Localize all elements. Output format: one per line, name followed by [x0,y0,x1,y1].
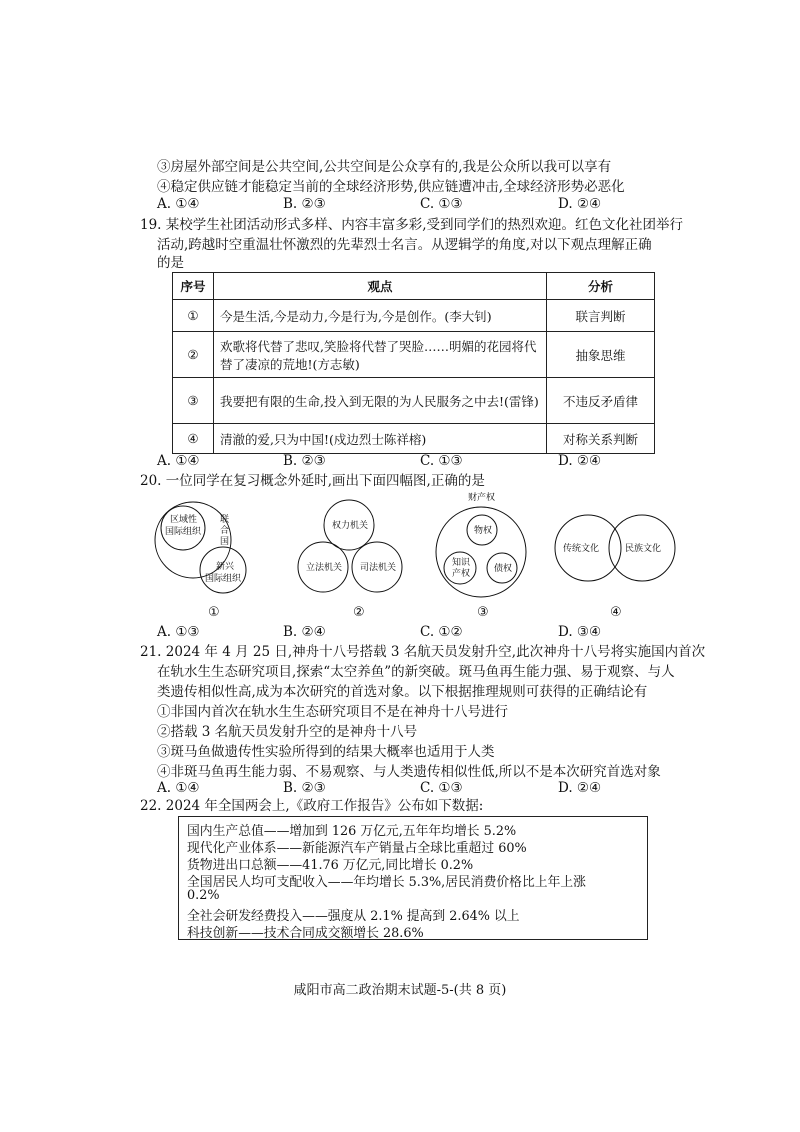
table-row [173,300,655,332]
label-national: 民族文化 [625,544,662,554]
q19-option-b: B. ②③ [283,453,326,469]
q21-stem-line-3: 类遗传相似性高,成为本次研究的首选对象。以下根据推理规则可获得的正确结论有 [157,684,648,700]
q20-diagrams [150,490,710,625]
q20-stem: 20. 一位同学在复习概念外延时,画出下面四幅图,正确的是 [140,473,485,489]
row-view: 欢歌将代替了悲叹,笑脸将代替了哭脸……明媚的花园将代替了凄凉的荒地!(方志敏) [214,332,547,378]
q19-stem-line-3: 的是 [157,255,184,271]
table-row [173,378,655,424]
row-analysis: 抽象思维 [547,332,655,378]
q20-option-c: C. ①② [420,624,463,640]
q20-option-d: D. ③④ [558,624,602,640]
header-num: 序号 [173,273,214,300]
q22-row: 全国居民人均可支配收入——年均增长 5.3%,居民消费价格比上年上涨 [187,875,586,890]
q21-option-d: D. ②④ [558,780,602,796]
label-ip-2: 产权 [452,569,471,579]
q22-row: 0.2% [187,888,220,903]
q21-stem-line-1: 21. 2024 年 4 月 25 日,神舟十八号搭载 3 名航天员发射升空,此次神舟十八号将实施国内首次 [140,644,706,660]
diagram-1-number: ① [208,605,220,620]
q22-data-box [178,816,648,940]
q21-item-1: ①非国内首次在轨水生生态研究项目不是在神舟十八号进行 [157,704,508,720]
q21-option-b: B. ②③ [283,780,326,796]
q22-row: 国内生产总值——增加到 126 万亿元,五年年均增长 5.2% [187,824,517,839]
diagram-4 [555,515,675,620]
header-view: 观点 [214,273,547,300]
q22-row: 货物进出口总额——41.76 万亿元,同比增长 0.2% [187,858,474,873]
q19-option-c: C. ①③ [420,453,463,469]
q22-row: 现代化产业体系——新能源汽车产销量占全球比重超过 60% [187,841,527,856]
diagram-3 [436,491,526,620]
label-emerging-1: 新兴 [216,562,235,572]
q20-option-a: A. ①③ [157,624,200,640]
q19-option-d: D. ②④ [558,453,602,469]
q18-item-4: ④稳定供应链才能稳定当前的全球经济形势,供应链遭冲击,全球经济形势必恶化 [157,179,625,195]
q21-option-c: C. ①③ [420,780,463,796]
row-num: ② [173,332,214,378]
row-view: 今是生活,今是动力,今是行为,今是创作。(李大钊) [214,300,547,332]
q21-item-3: ③斑马鱼做遗传性实验所得到的结果大概率也适用于人类 [157,744,495,760]
circle-property [436,507,526,597]
row-num: ① [173,300,214,332]
q21-item-2: ②搭载 3 名航天员发射升空的是神舟十八号 [157,724,418,740]
row-num: ③ [173,378,214,424]
label-real-right: 物权 [474,526,493,536]
label-property: 财产权 [468,493,496,503]
diagram-2 [298,500,402,620]
label-regional-2: 国际组织 [165,527,202,537]
q19-table [172,272,655,454]
page-footer: 咸阳市高二政治期末试题-5-(共 8 页) [293,983,507,998]
q19-stem-line-2: 活动,跨越时空重温壮怀激烈的先辈烈士名言。从逻辑学的角度,对以下观点理解正确 [157,237,652,253]
label-emerging-2: 国际组织 [205,574,242,584]
q18-option-c: C. ①③ [420,196,463,212]
diagram-3-number: ③ [477,605,489,620]
label-un-3: 国 [220,537,230,547]
q21-item-4: ④非斑马鱼再生能力弱、不易观察、与人类遗传相似性低,所以不是本次研究首选对象 [157,764,661,780]
q19-stem-line-1: 19. 某校学生社团活动形式多样、内容丰富多彩,受到同学们的热烈欢迎。红色文化社团举行 [140,217,684,233]
circle-ip [444,552,476,584]
label-legislative: 立法机关 [306,563,343,573]
row-analysis: 联言判断 [547,300,655,332]
label-un-2: 合 [220,526,230,536]
diagram-2-number: ② [353,605,365,620]
q18-item-3: ③房屋外部空间是公共空间,公共空间是公众享有的,我是公众所以我可以享有 [157,159,612,175]
label-ip-1: 知识 [452,558,471,568]
q21-option-a: A. ①④ [157,780,200,796]
q20-option-b: B. ②④ [283,624,326,640]
label-claim: 债权 [494,564,513,574]
table-row [173,424,655,454]
label-traditional: 传统文化 [563,544,600,554]
diagram-1 [155,502,246,620]
row-view: 清澈的爱,只为中国!(戍边烈士陈祥榕) [214,424,547,454]
label-regional-1: 区域性 [170,515,198,525]
row-analysis: 不违反矛盾律 [547,378,655,424]
row-num: ④ [173,424,214,454]
label-un-1: 联 [220,515,230,525]
row-analysis: 对称关系判断 [547,424,655,454]
diagram-4-number: ④ [610,605,622,620]
q22-stem: 22. 2024 年全国两会上,《政府工作报告》公布如下数据: [140,798,484,814]
q19-table-header [173,273,655,300]
label-judicial: 司法机关 [360,563,397,573]
q18-option-b: B. ②③ [283,196,326,212]
q19-option-a: A. ①④ [157,453,200,469]
label-power: 权力机关 [332,521,369,531]
table-row [173,332,655,378]
q22-row: 全社会研发经费投入——强度从 2.1% 提高到 2.64% 以上 [187,909,520,924]
row-view: 我要把有限的生命,投入到无限的为人民服务之中去!(雷锋) [214,378,547,424]
q22-row: 科技创新——技术合同成交额增长 28.6% [187,926,424,941]
q21-stem-line-2: 在轨水生生态研究项目,探索“太空养鱼”的新突破。斑马鱼再生能力强、易于观察、与人 [157,664,675,680]
q18-option-a: A. ①④ [157,196,200,212]
header-analysis: 分析 [547,273,655,300]
q18-option-d: D. ②④ [558,196,602,212]
